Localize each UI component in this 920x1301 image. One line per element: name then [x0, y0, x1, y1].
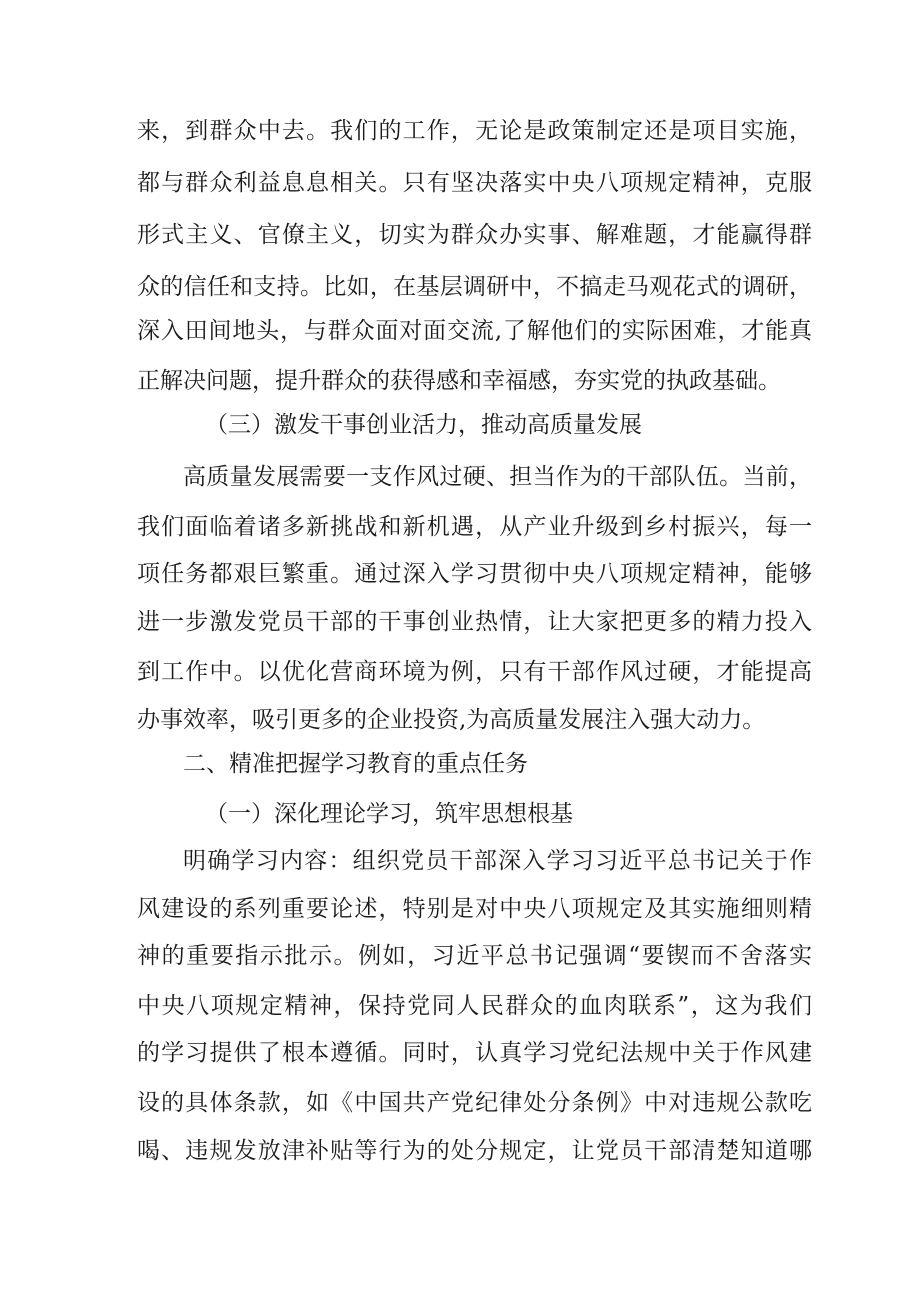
paragraph-line: 众的信任和支持。比如，在基层调研中，不搞走马观花式的调研， — [137, 274, 812, 300]
paragraph-line: 中央八项规定精神，保持党同人民群众的血肉联系”，这为我们 — [137, 993, 812, 1019]
section-heading-1: （一）深化理论学习，筑牢思想根基 — [205, 801, 573, 827]
paragraph-line: 来，到群众中去。我们的工作，无论是政策制定还是项目实施， — [137, 118, 812, 144]
paragraph-line: 到工作中。以优化营商环境为例，只有干部作风过硬，才能提高 — [137, 659, 812, 685]
paragraph-line: 喝、违规发放津补贴等行为的处分规定，让党员干部清楚知道哪 — [137, 1138, 812, 1164]
paragraph-line: 明确学习内容：组织党员干部深入学习习近平总书记关于作 — [183, 848, 812, 874]
paragraph-line: 深入田间地头，与群众面对面交流,了解他们的实际困难，才能真 — [137, 318, 812, 344]
paragraph-line: 的学习提供了根本遵循。同时，认真学习党纪法规中关于作风建 — [137, 1040, 812, 1066]
paragraph-line: 都与群众利益息息相关。只有坚决落实中央八项规定精神，克服 — [137, 170, 812, 196]
paragraph-line: 高质量发展需要一支作风过硬、担当作为的干部队伍。当前， — [183, 464, 812, 490]
paragraph-line: 进一步激发党员干部的干事创业热情，让大家把更多的精力投入 — [137, 609, 812, 635]
paragraph-line: 风建设的系列重要论述，特别是对中央八项规定及其实施细则精 — [137, 896, 812, 922]
paragraph-line: 形式主义、官僚主义，切实为群众办实事、解难题，才能赢得群 — [137, 222, 812, 248]
section-2-heading: 二、精准把握学习教育的重点任务 — [183, 751, 528, 777]
paragraph-line: 神的重要指示批示。例如，习近平总书记强调“要锲而不舍落实 — [137, 943, 812, 969]
paragraph-line: 我们面临着诸多新挑战和新机遇，从产业升级到乡村振兴，每一 — [137, 514, 812, 540]
paragraph-line: 设的具体条款，如《中国共产党纪律处分条例》中对违规公款吃 — [137, 1090, 812, 1116]
paragraph-line: 项任务都艰巨繁重。通过深入学习贯彻中央八项规定精神，能够 — [137, 561, 812, 587]
section-heading-3: （三）激发干事创业活力，推动高质量发展 — [205, 412, 642, 438]
paragraph-line: 正解决问题，提升群众的获得感和幸福感，夯实党的执政基础。 — [137, 368, 781, 394]
paragraph-line: 办事效率，吸引更多的企业投资,为高质量发展注入强大动力。 — [137, 707, 766, 733]
